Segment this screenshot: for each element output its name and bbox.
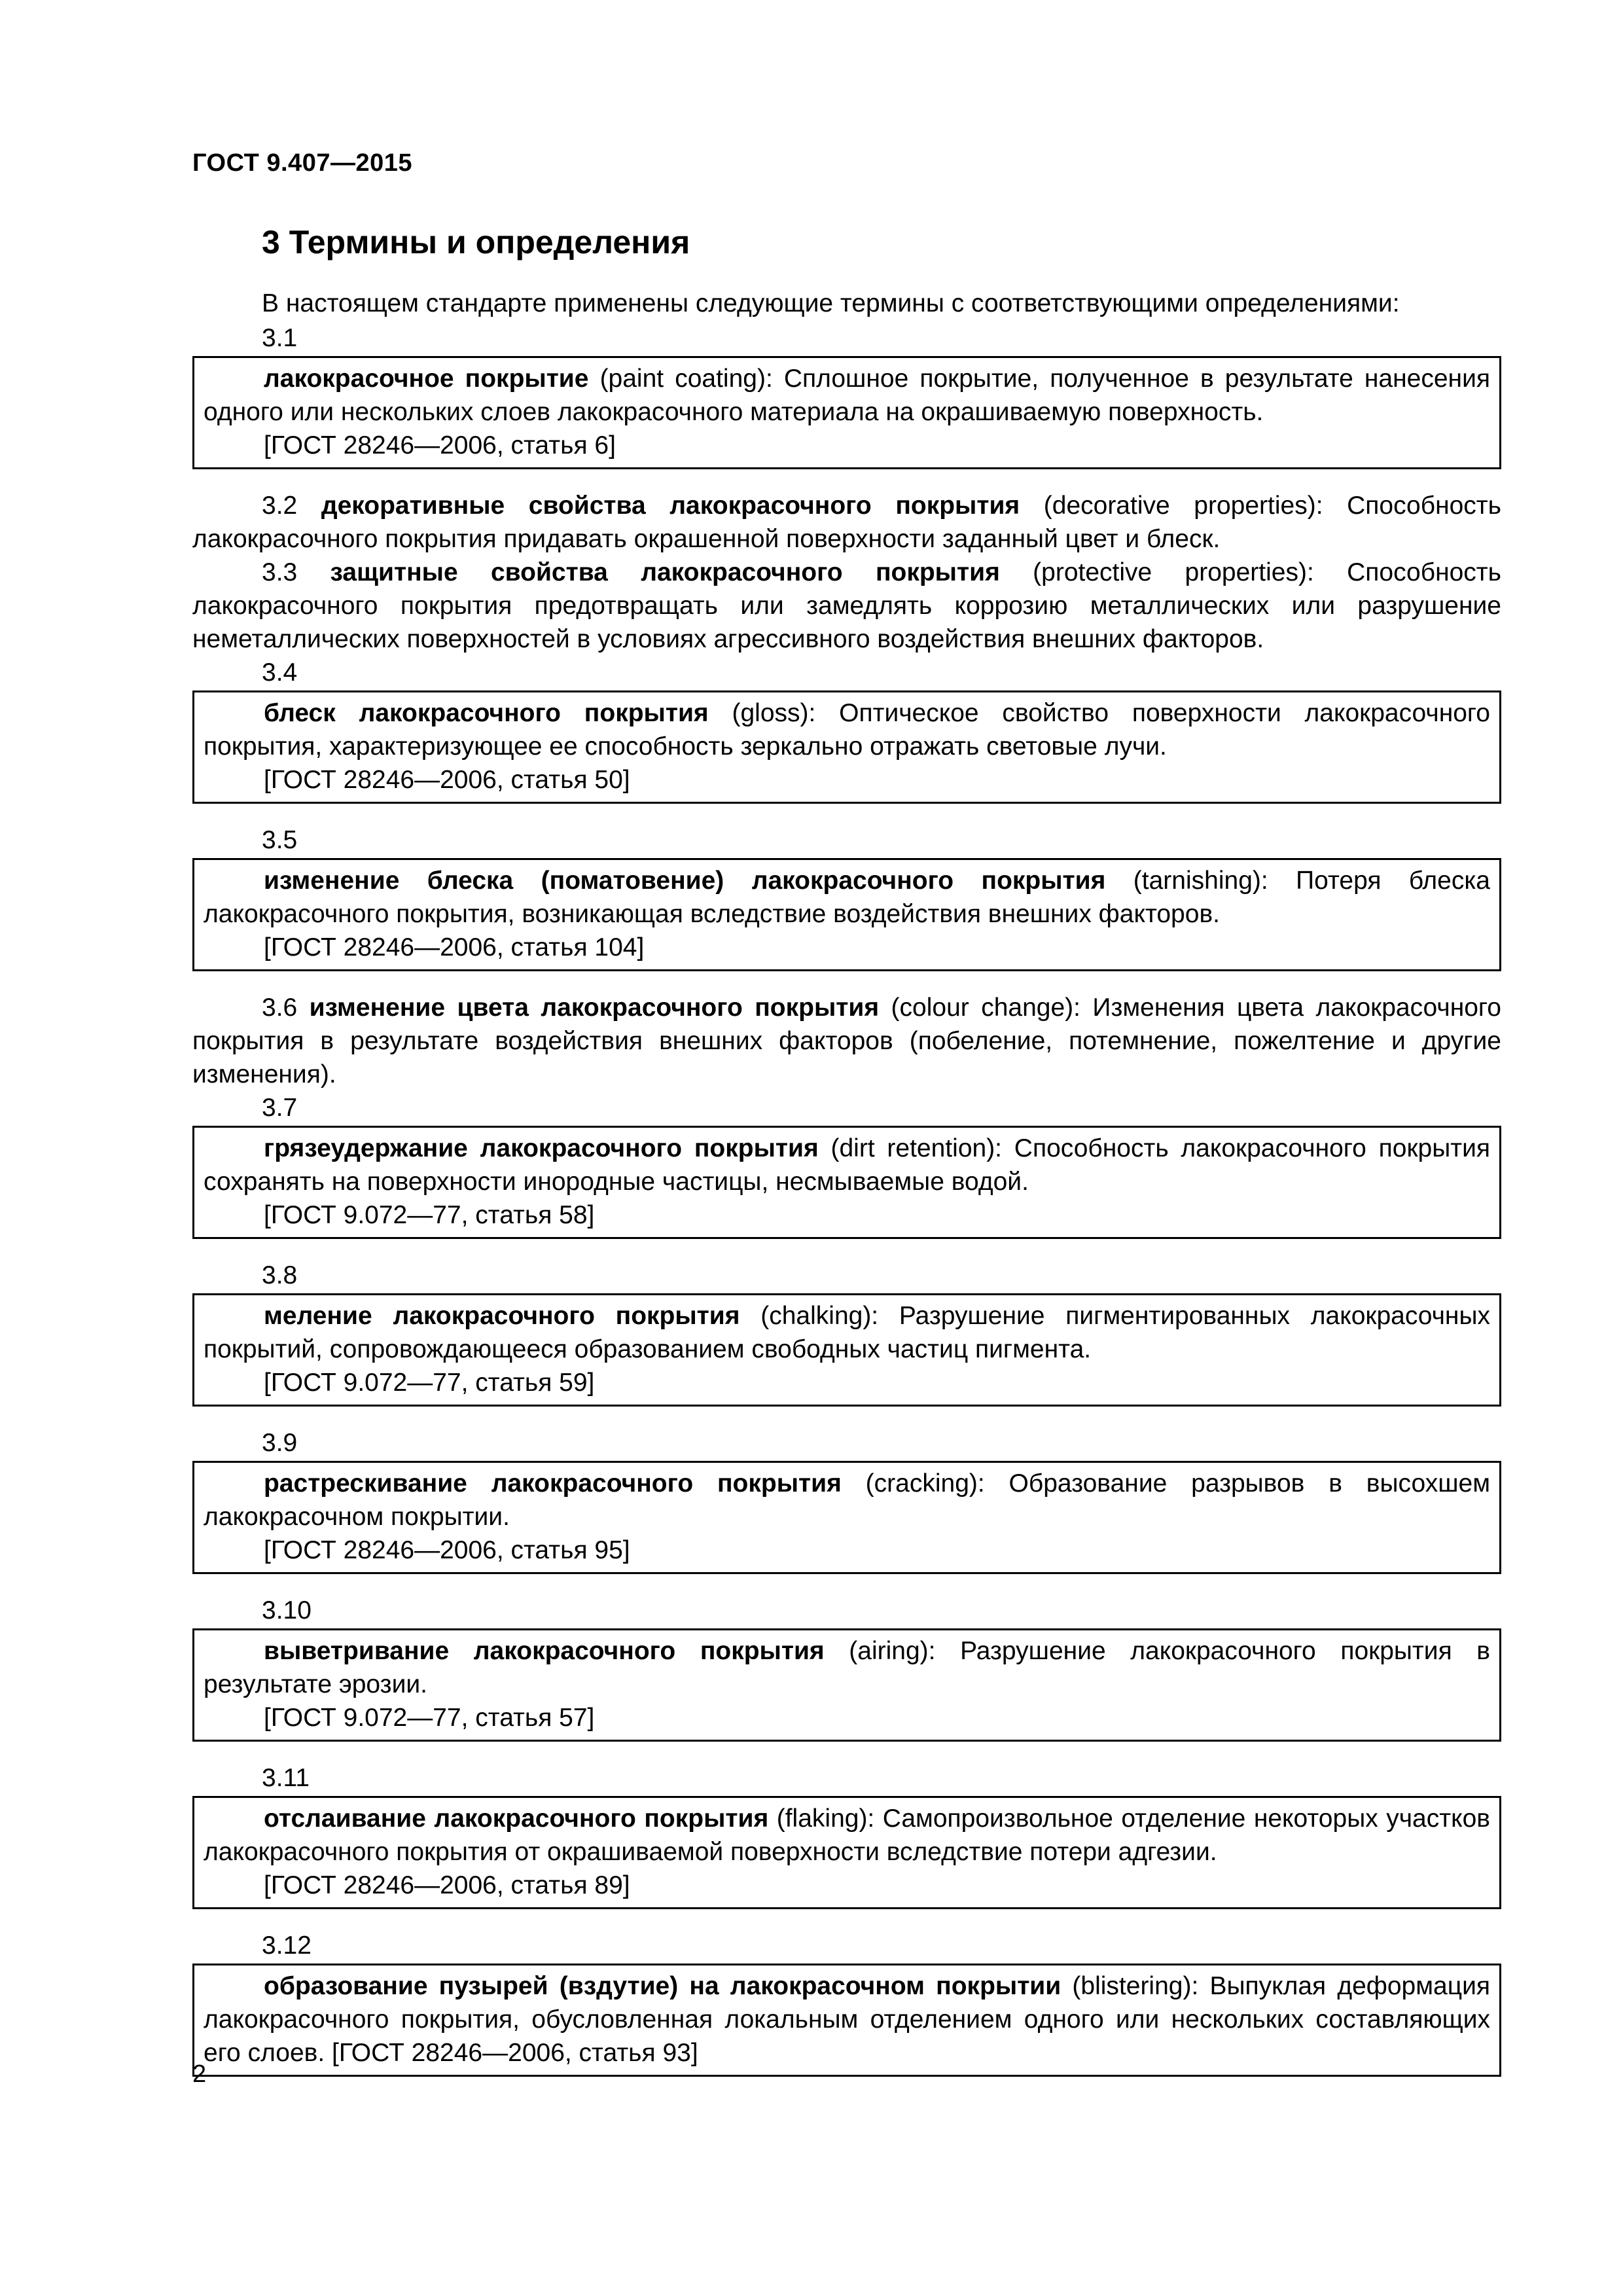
- term-number: 3.6: [262, 994, 310, 1022]
- term-box: [192, 1293, 1501, 1407]
- term-name: лакокрасочное покрытие: [264, 365, 589, 393]
- term-source: [ГОСТ 28246—2006, статья 89]: [264, 1871, 630, 1899]
- term-definition: [204, 1634, 1490, 1701]
- section-intro: В настоящем стандарте применены следующие термины с соответствующими определениями:: [262, 289, 1400, 317]
- term-name: изменение блеска (поматовение) лакокрасочного покрытия: [264, 867, 1106, 895]
- term-box: [192, 1796, 1501, 1909]
- term-definition: [204, 696, 1490, 763]
- term-number: 3.7: [262, 1094, 298, 1122]
- term-text: (colour change): Изменения цвета лакокрасочного покрытия в результате воздействия внешних факторов (побеление, потемнение, пожелтение и другие изменения).: [192, 994, 1501, 1088]
- term-number: 3.8: [262, 1261, 298, 1289]
- term-text: (protective properties): Способность лакокрасочного покрытия предотвращать или замедлять коррозию металлических или разрушение неметаллических поверхностей в условиях агрессивного воздействия внешних факторов.: [192, 558, 1501, 653]
- section-title: 3 Термины и определения: [262, 224, 690, 260]
- term-text: (cracking): Образование разрывов в высохшем лакокрасочном покрытии.: [204, 1469, 1491, 1531]
- term-definition: [204, 1299, 1490, 1366]
- document-code-header: ГОСТ 9.407—2015: [192, 149, 412, 177]
- term-number: 3.1: [262, 324, 298, 352]
- term-box: [192, 1126, 1501, 1239]
- term-paragraph: [192, 991, 1501, 1091]
- term-paragraph: [192, 489, 1501, 556]
- term-number: 3.9: [262, 1429, 298, 1457]
- term-name: грязеудержание лакокрасочного покрытия: [264, 1134, 819, 1162]
- term-name: блеск лакокрасочного покрытия: [264, 699, 709, 727]
- term-definition: [204, 1132, 1490, 1198]
- term-number: 3.4: [262, 658, 298, 687]
- term-source: [ГОСТ 28246—2006, статья 104]: [264, 933, 645, 961]
- term-number: 3.2: [262, 492, 321, 520]
- term-text: (gloss): Оптическое свойство поверхности лакокрасочного покрытия, характеризующее ее способность зеркально отражать световые лучи.: [204, 699, 1490, 761]
- term-name: отслаивание лакокрасочного покрытия: [264, 1804, 769, 1833]
- term-source: [ГОСТ 28246—2006, статья 6]: [264, 431, 616, 459]
- term-number: 3.3: [262, 558, 330, 586]
- page-number: 2: [192, 2060, 207, 2088]
- term-name: защитные свойства лакокрасочного покрытия: [330, 558, 1000, 586]
- term-text: (flaking): Самопроизвольное отделение некоторых участков лакокрасочного покрытия от окрашиваемой поверхности вследствие потери адгезии.: [204, 1804, 1490, 1866]
- term-text: (tarnishing): Потеря блеска лакокрасочного покрытия, возникающая вследствие воздействия внешних факторов.: [204, 867, 1490, 928]
- term-source: [ГОСТ 28246—2006, статья 50]: [264, 766, 630, 794]
- term-number: 3.5: [262, 826, 298, 854]
- term-text: (decorative properties): Способность лакокрасочного покрытия придавать окрашенной поверхности заданный цвет и блеск.: [192, 492, 1501, 553]
- term-box: [192, 1628, 1501, 1742]
- term-name: декоративные свойства лакокрасочного покрытия: [321, 492, 1020, 520]
- term-text: (chalking): Разрушение пигментированных лакокрасочных покрытий, сопровождающееся образованием свободных частиц пигмента.: [204, 1302, 1490, 1363]
- term-text: (dirt retention): Способность лакокрасочного покрытия сохранять на поверхности инородные частицы, несмываемые водой.: [204, 1134, 1490, 1196]
- term-definition: [204, 1969, 1490, 2070]
- term-box: [192, 356, 1501, 469]
- term-number: 3.12: [262, 1931, 312, 1960]
- term-source: [ГОСТ 9.072—77, статья 58]: [264, 1201, 595, 1229]
- term-definition: [204, 864, 1490, 931]
- term-definition: [204, 1467, 1490, 1534]
- term-source: [ГОСТ 28246—2006, статья 95]: [264, 1536, 630, 1564]
- term-box: [192, 1461, 1501, 1574]
- term-name: растрескивание лакокрасочного покрытия: [264, 1469, 842, 1498]
- term-box: [192, 1964, 1501, 2077]
- term-number: 3.11: [262, 1764, 310, 1792]
- term-box: [192, 691, 1501, 804]
- term-text: (blistering): Выпуклая деформация лакокрасочного покрытия, обусловленная локальным отделением одного или нескольких составляющих его слоев. [ГОСТ 28246—2006, статья 93]: [204, 1972, 1490, 2067]
- term-source: [ГОСТ 9.072—77, статья 57]: [264, 1704, 595, 1732]
- term-box: [192, 858, 1501, 971]
- term-source: [ГОСТ 9.072—77, статья 59]: [264, 1369, 595, 1397]
- term-name: выветривание лакокрасочного покрытия: [264, 1637, 825, 1665]
- term-paragraph: [192, 556, 1501, 656]
- term-definition: [204, 362, 1490, 429]
- term-name: образование пузырей (вздутие) на лакокрасочном покрытии: [264, 1972, 1061, 2000]
- term-text: (airing): Разрушение лакокрасочного покрытия в результате эрозии.: [204, 1637, 1491, 1698]
- term-name: изменение цвета лакокрасочного покрытия: [309, 994, 880, 1022]
- document-body: [192, 221, 1501, 2096]
- term-number: 3.10: [262, 1596, 312, 1624]
- term-name: меление лакокрасочного покрытия: [264, 1302, 740, 1330]
- term-definition: [204, 1802, 1490, 1869]
- term-text: (paint coating): Сплошное покрытие, полученное в результате нанесения одного или нескольких слоев лакокрасочного материала на окрашиваемую поверхность.: [204, 365, 1490, 426]
